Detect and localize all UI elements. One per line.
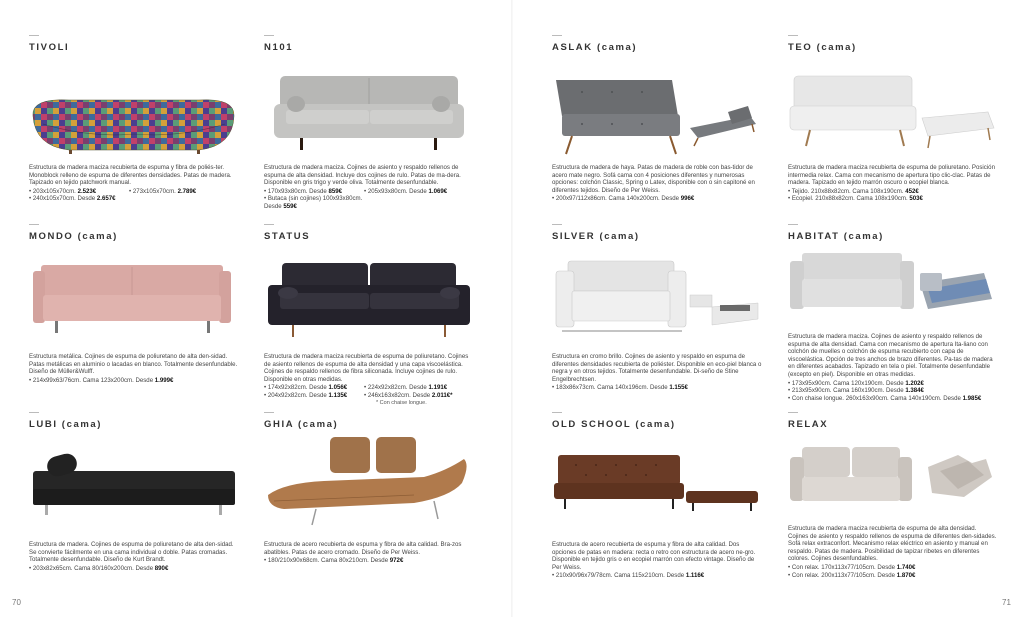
price-list	[552, 384, 762, 392]
footnote: * Con chaise longue.	[376, 399, 427, 406]
product-image-tivoli	[29, 54, 239, 160]
product-title: LUBI (cama)	[29, 419, 103, 430]
price-list	[264, 384, 474, 399]
title-rule	[788, 35, 798, 36]
product-card-ghia	[264, 412, 474, 565]
product-image-relax	[788, 431, 998, 521]
product-image-old-school	[552, 431, 762, 537]
product-title: STATUS	[264, 231, 311, 242]
price-line: • 210x90/96x79/78cm. Cama 115x210cm. Desde 1.116€	[552, 572, 705, 580]
product-title: N101	[264, 42, 294, 53]
price-list	[29, 565, 239, 573]
product-title: TIVOLI	[29, 42, 70, 53]
product-image-teo	[788, 54, 998, 160]
title-rule	[29, 35, 39, 36]
price-line: • Ecopiel. 210x88x82cm. Cama 108x190cm. 503€	[788, 195, 923, 203]
price-line: • Con chaise longue. 260x163x90cm. Cama 140x190cm. Desde 1.985€	[788, 394, 982, 402]
title-rule	[552, 224, 562, 225]
price-line: • 203x82x65cm. Cama 80/160x200cm. Desde 890€	[29, 564, 169, 572]
title-rule	[29, 412, 39, 413]
product-title: ASLAK (cama)	[552, 42, 638, 53]
product-card-aslak	[552, 35, 762, 203]
product-title: MONDO (cama)	[29, 231, 118, 242]
product-card-tivoli	[29, 35, 239, 203]
product-description: Estructura metálica. Cojines de espuma de poliuretano de alta den-sidad. Patas metálicas en aluminio o lacadas en blanco. Totalmente desenfundable. Diseño de Müller&Wulff.	[29, 353, 238, 376]
product-description: Estructura de madera maciza recubierta de espuma y fibra de poliés-ter. Monoblock relleno de espuma de diferentes densidades. Patas de madera. Tapizado en tejido patchwork manual.	[29, 164, 232, 187]
product-image-ghia	[264, 431, 474, 537]
product-description: Estructura de madera maciza recubierta de espuma de poliuretano. Posición intermedia relax. Cama con mecanismo de apertura tipo clic-clac. Patas de madera. Tapizado en tejido marrón oscuro o ecopiel blanca.	[788, 164, 995, 187]
product-description: Estructura de madera maciza. Cojines de asiento y respaldo rellenos de espuma de alta densidad. Cama con mecanismo de apertura Ita-liano con colchón de muelles o colchón de espuma recubierto con capa de viscoelástica. Opción de tres anchos de brazo diferentes. Pa-tas de madera en diferentes acabados. Tapizado en tela o piel. Totalmente desenfundable (excepto en piel). Disponible en otras medidas.	[788, 333, 993, 378]
product-title: GHIA (cama)	[264, 419, 339, 430]
product-card-n101	[264, 35, 474, 211]
price-line: • 183x86x73cm. Cama 140x196cm. Desde 1.155€	[552, 384, 688, 392]
product-card-mondo	[29, 224, 239, 384]
product-image-n101	[264, 54, 474, 160]
price-line: • 174x92x82cm. Desde 1.056€	[264, 384, 348, 392]
price-list	[264, 557, 474, 565]
product-title: TEO (cama)	[788, 42, 857, 53]
product-card-relax	[788, 412, 998, 579]
title-rule	[264, 224, 274, 225]
price-line: • 213x95x90cm. Cama 160x190cm. Desde 1.384€	[788, 387, 924, 395]
price-line: • 170x93x80cm. Desde 859€	[264, 187, 343, 195]
price-line: • 246x163x82cm. Desde 2.011€*	[364, 391, 453, 399]
price-line: • Con relax. 170x113x77/105cm. Desde 1.740€	[788, 563, 916, 571]
price-list	[29, 377, 239, 385]
page-number-left: 70	[12, 598, 21, 607]
product-description: Estructura de acero recubierta de espuma y fibra de alta calidad. Bra-zos abatibles. Patas de acero cromado. Diseño de Per Weiss.	[264, 541, 462, 556]
title-rule	[788, 224, 798, 225]
price-list	[552, 572, 762, 580]
title-rule	[552, 412, 562, 413]
title-rule	[264, 412, 274, 413]
price-line: • 180/210x90x68cm. Cama 80x210cm. Desde 972€	[264, 557, 404, 565]
product-description: Estructura de madera maciza. Cojines de asiento y respaldo rellenos de espuma de alta densidad. Incluye dos cojines de rulo. Patas de ma-dera. Disponible en gris trigo y verde oliva. Totalmente desenfundable.	[264, 164, 461, 187]
price-line: • 205x93x80cm. Desde 1.069€	[364, 187, 448, 195]
title-rule	[264, 35, 274, 36]
title-rule	[552, 35, 562, 36]
price-line: • 204x92x82cm. Desde 1.135€	[264, 391, 348, 399]
product-card-old-school	[552, 412, 762, 580]
product-title: OLD SCHOOL (cama)	[552, 419, 676, 430]
price-list	[264, 188, 474, 211]
price-line: • 214x99x63/76cm. Cama 123x200cm. Desde 1.999€	[29, 376, 174, 384]
product-description: Estructura en cromo brillo. Cojines de asiento y respaldo en espuma de diferentes densidades recubierta de poliéster. Disponible en eco-piel blanca o negra y en otros tejidos. Totalmente desenfundable. Di-seño de Stine Engelbrechtsen.	[552, 353, 762, 383]
price-line: • 200x97/112x86cm. Cama 140x200cm. Desde 996€	[552, 195, 695, 203]
product-card-lubi	[29, 412, 239, 572]
price-line: • 173x95x90cm. Cama 120x190cm. Desde 1.202€	[788, 379, 924, 387]
product-image-habitat	[788, 243, 998, 329]
price-line: • Butaca (sin cojines) 100x93x80cm. Desde 559€	[264, 195, 363, 210]
product-description: Estructura de madera maciza recubierta de espuma de poliuretano. Cojines de asiento rellenos de espuma de alta densidad y una capa viscoelástica. Cojines de respaldo rellenos de fibra siliconada. Incluye cojines de rulo. Disponible en otras medidas.	[264, 353, 469, 383]
product-title: RELAX	[788, 419, 829, 430]
page-spine	[511, 0, 513, 617]
price-line: • 224x92x82cm. Desde 1.191€	[364, 384, 448, 392]
product-description: Estructura de madera de haya. Patas de madera de roble con bas-tidor de acero mate negro. Sofá cama con 4 posiciones diferentes y numerosas opciones: colchón Classic, Spring o Latex, disponible con o sin capitoné en diferentes tejidos. Diseño de Per Weiss.	[552, 164, 755, 194]
product-image-mondo	[29, 243, 239, 349]
product-description: Estructura de madera. Cojines de espuma de poliuretano de alta den-sidad. Se convierte fácilmente en una cama individual o doble. Patas cromadas. Totalmente desenfundable. Diseño de Kurt Brandt.	[29, 541, 234, 564]
title-rule	[29, 224, 39, 225]
product-image-lubi	[29, 431, 239, 537]
price-line: • Con relax. 200x113x77/105cm. Desde 1.870€	[788, 571, 916, 579]
title-rule	[788, 412, 798, 413]
price-line: • 273x105x70cm. 2.789€	[129, 187, 197, 195]
product-image-status	[264, 243, 474, 349]
price-list	[788, 564, 998, 579]
product-card-status	[264, 224, 474, 406]
product-title: SILVER (cama)	[552, 231, 640, 242]
price-list	[552, 195, 762, 203]
price-line: • 240x105x70cm. Desde 2.657€	[29, 195, 116, 203]
product-description: Estructura de madera maciza recubierta de espuma de alta densidad. Cojines de asiento y respaldo rellenos de espuma de diferentes den-sidades. Sofá relax extraconfort. Mecanismo relax eléctrico en asiento y manual en respaldo. Patas de madera. Posibilidad de tapizar ribetes en diferentes colores. Cojines desenfundables.	[788, 525, 997, 563]
product-card-habitat	[788, 224, 998, 402]
product-title: HABITAT (cama)	[788, 231, 884, 242]
product-image-silver	[552, 243, 762, 349]
price-list	[788, 188, 998, 203]
product-description: Estructura de acero recubierta de espuma y fibra de alta calidad. Dos opciones de patas en madera: recta o retro con estructura de acero ne-gro. Disponible en tejido gris o en ecopiel marrón con efecto vintage. Diseño de Per Weiss.	[552, 541, 756, 571]
product-image-aslak	[552, 54, 762, 160]
page-number-right: 71	[1002, 598, 1011, 607]
product-card-silver	[552, 224, 762, 392]
product-card-teo	[788, 35, 998, 203]
price-line: • Tejido. 210x88x82cm. Cama 108x190cm. 452€	[788, 187, 919, 195]
price-line: • 203x105x70cm. 2.523€	[29, 187, 97, 195]
price-list	[29, 188, 239, 203]
price-list	[788, 380, 998, 403]
